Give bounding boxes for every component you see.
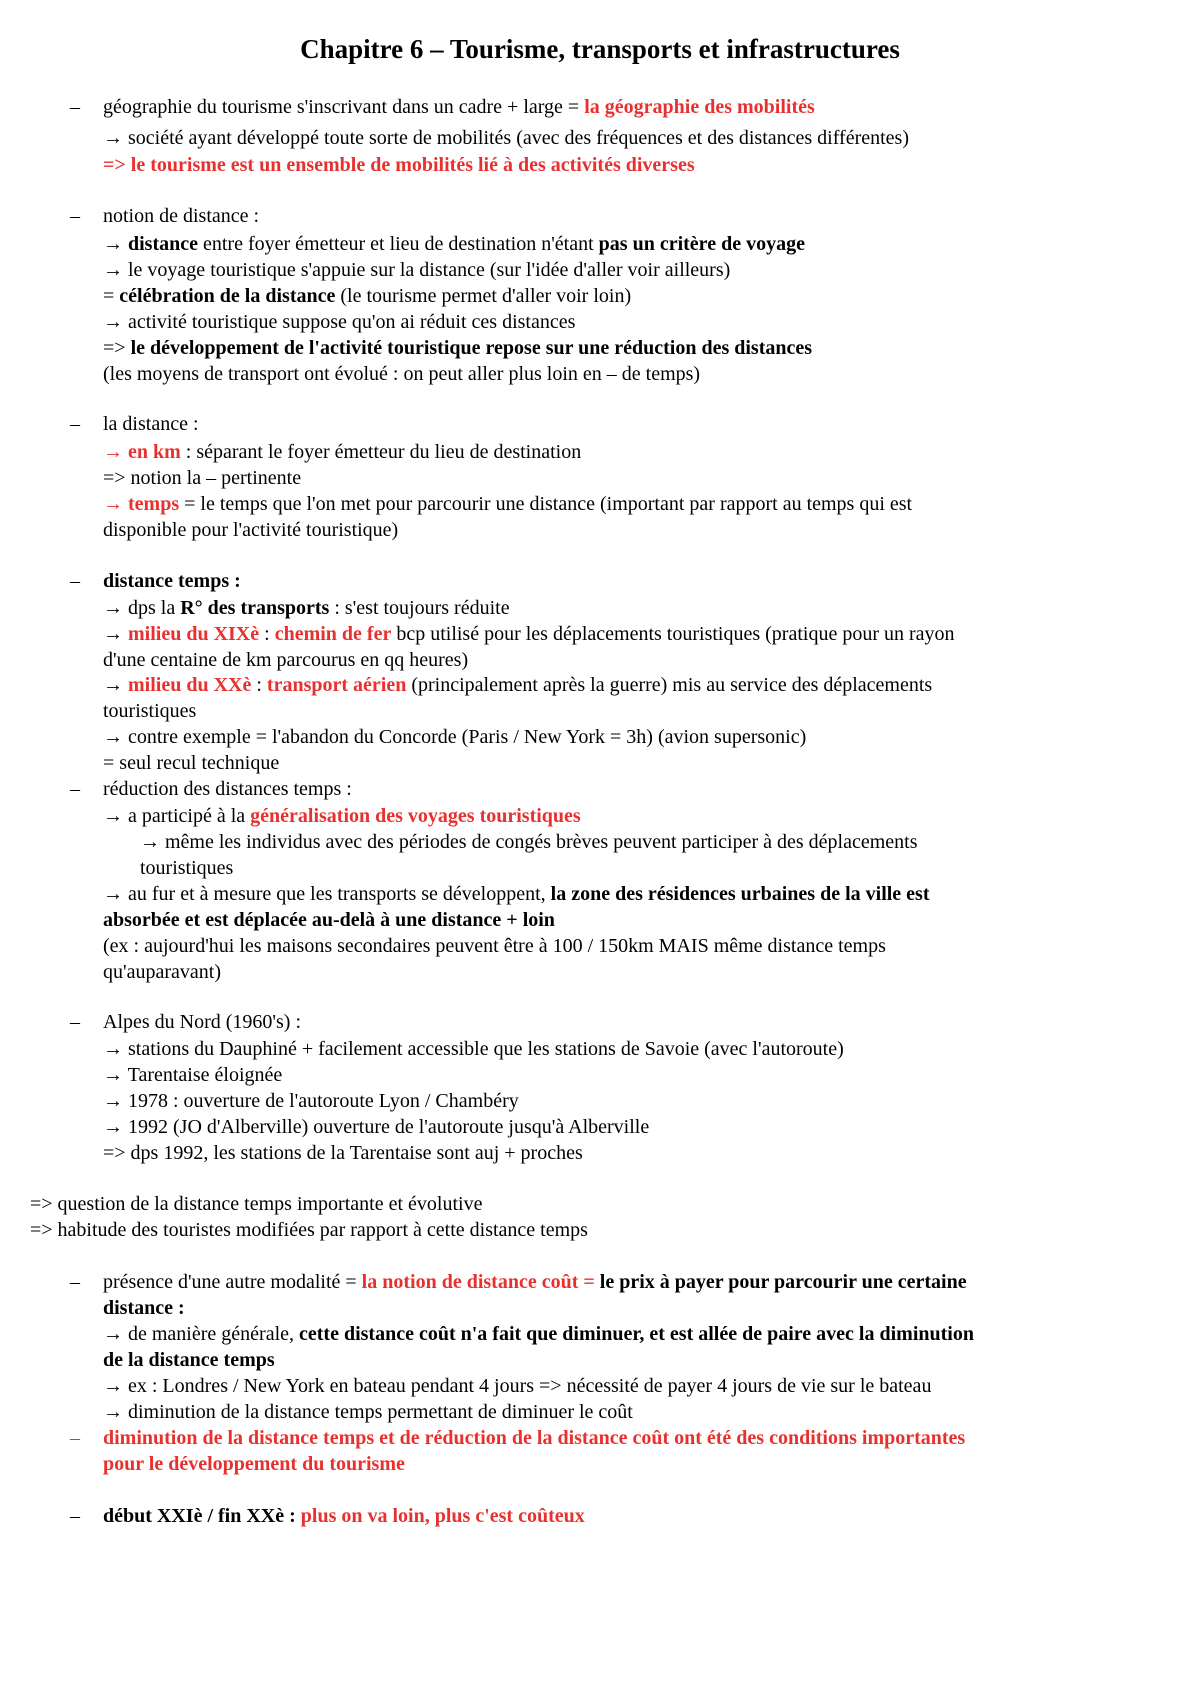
highlight-line: pour le développement du tourisme <box>103 1453 405 1475</box>
paragraph-line <box>103 439 581 465</box>
paragraph-line: qu'auparavant) <box>103 961 221 983</box>
paragraph-line: disponible pour l'activité touristique) <box>103 519 399 541</box>
conclusion-line: => question de la distance temps importante et évolutive <box>30 1193 483 1215</box>
page-title: Chapitre 6 – Tourisme, transports et infrastructures <box>300 34 900 64</box>
text-run: = <box>103 285 120 307</box>
paragraph-line: → ex : Londres / New York en bateau pendant 4 jours => nécessité de payer 4 jours de vie sur le bateau <box>103 1375 932 1397</box>
text-run: bcp utilisé pour les déplacements touristiques (pratique pour un rayon <box>391 623 955 645</box>
paragraph-line <box>103 231 805 257</box>
text-run: (le tourisme permet d'aller voir loin) <box>335 285 632 307</box>
bold-text: R° des transports <box>180 597 330 619</box>
highlight-text: généralisation des voyages touristiques <box>250 805 581 827</box>
text-run: → <box>103 233 128 255</box>
bold-text: le développement de l'activité touristique repose sur une réduction des distances <box>130 337 813 359</box>
bold-text: célébration de la distance <box>119 285 336 307</box>
paragraph-line <box>103 335 812 361</box>
text-run: géographie du tourisme s'inscrivant dans un cadre + large = <box>103 96 585 118</box>
paragraph-line <box>103 672 932 698</box>
bold-text: cette distance coût n'a fait que diminuer, et est allée de paire avec la diminution <box>299 1323 974 1345</box>
paragraph-line: → diminution de la distance temps permettant de diminuer le coût <box>103 1401 633 1423</box>
paragraph-line: réduction des distances temps : <box>103 778 352 800</box>
text-run: → de manière générale, <box>103 1323 300 1345</box>
bullet-dash: – <box>70 96 80 118</box>
text-run: → dps la <box>103 597 181 619</box>
paragraph-line: → même les individus avec des périodes de congés brèves peuvent participer à des déplacements <box>140 831 918 853</box>
highlight-text: chemin de fer <box>274 623 392 645</box>
text-run: : <box>251 674 267 696</box>
paragraph-line: = seul recul technique <box>103 752 280 774</box>
paragraph-line: → 1992 (JO d'Alberville) ouverture de l'autoroute jusqu'à Alberville <box>103 1116 650 1138</box>
paragraph-line: touristiques <box>140 857 234 879</box>
text-run: : s'est toujours réduite <box>329 597 510 619</box>
paragraph-line: notion de distance : <box>103 205 260 227</box>
text-run: entre foyer émetteur et lieu de destination n'étant <box>198 233 599 255</box>
text-run: → <box>103 674 128 696</box>
text-run: → au fur et à mesure que les transports se développent, <box>103 883 551 905</box>
bullet-dash: – <box>70 778 80 800</box>
text-run: → <box>103 623 128 645</box>
bullet-dash: – <box>70 1011 80 1033</box>
paragraph-line <box>103 595 510 621</box>
paragraph-line: Alpes du Nord (1960's) : <box>103 1011 302 1033</box>
bold-text: la zone des résidences urbaines de la ville est <box>550 883 930 905</box>
paragraph-line <box>103 94 815 120</box>
paragraph-line <box>103 283 631 309</box>
paragraph-line <box>103 621 955 647</box>
paragraph-line <box>103 1503 585 1529</box>
bullet-dash: – <box>70 1505 80 1527</box>
bullet-dash: – <box>70 1271 80 1293</box>
highlight-text: → temps <box>103 493 180 515</box>
highlight-text: → en km <box>103 441 181 463</box>
text-run: = le temps que l'on met pour parcourir une distance (important par rapport au temps qui est <box>179 493 913 515</box>
bold-line: distance : <box>103 1297 185 1319</box>
paragraph-line: d'une centaine de km parcourus en qq heures) <box>103 649 469 671</box>
bold-text: pas un critère de voyage <box>598 233 805 255</box>
bold-text: le prix à payer pour parcourir une certaine <box>599 1271 967 1293</box>
highlight-text: milieu du XIXè <box>128 623 260 645</box>
highlight-line: diminution de la distance temps et de réduction de la distance coût ont été des conditions importantes <box>103 1427 966 1449</box>
paragraph-line: => notion la – pertinente <box>103 467 302 489</box>
bullet-dash: – <box>70 570 80 592</box>
text-run: => <box>103 337 131 359</box>
paragraph-line: → le voyage touristique s'appuie sur la distance (sur l'idée d'aller voir ailleurs) <box>103 259 731 281</box>
paragraph-line: (les moyens de transport ont évolué : on peut aller plus loin en – de temps) <box>103 363 701 385</box>
text-run: : <box>259 623 275 645</box>
paragraph-line <box>103 1269 967 1295</box>
bold-line: absorbée et est déplacée au-delà à une distance + loin <box>103 909 555 931</box>
text-run: → a participé à la <box>103 805 251 827</box>
bullet-dash: – <box>70 205 80 227</box>
highlight-text: = <box>578 1271 600 1293</box>
paragraph-line: → 1978 : ouverture de l'autoroute Lyon / Chambéry <box>103 1090 519 1112</box>
conclusion-line: => habitude des touristes modifiées par rapport à cette distance temps <box>30 1219 588 1241</box>
paragraph-line: → stations du Dauphiné + facilement accessible que les stations de Savoie (avec l'autoroute) <box>103 1038 844 1060</box>
highlight-text: la géographie des mobilités <box>584 96 815 118</box>
text-run: : séparant le foyer émetteur du lieu de destination <box>180 441 582 463</box>
bullet-dash: – <box>70 1427 80 1449</box>
section-heading: distance temps : <box>103 570 241 592</box>
paragraph-line <box>103 491 912 517</box>
text-run: présence d'une autre modalité = <box>103 1271 362 1293</box>
paragraph-line: → activité touristique suppose qu'on ai réduit ces distances <box>103 311 576 333</box>
bold-text: début XXIè / fin XXè : <box>103 1505 301 1527</box>
bullet-dash: – <box>70 413 80 435</box>
highlight-text: plus on va loin, plus c'est coûteux <box>300 1505 585 1527</box>
paragraph-line <box>103 1321 974 1347</box>
bold-line: de la distance temps <box>103 1349 275 1371</box>
text-run: (principalement après la guerre) mis au service des déplacements <box>406 674 933 696</box>
paragraph-line: touristiques <box>103 700 197 722</box>
highlight-line: => le tourisme est un ensemble de mobilités lié à des activités diverses <box>103 154 695 176</box>
paragraph-line <box>103 881 930 907</box>
highlight-text: milieu du XXè <box>128 674 252 696</box>
bold-text: distance <box>128 233 198 255</box>
paragraph-line: (ex : aujourd'hui les maisons secondaires peuvent être à 100 / 150km MAIS même distance temps <box>103 935 886 957</box>
paragraph-line <box>103 803 581 829</box>
paragraph-line: → société ayant développé toute sorte de mobilités (avec des fréquences et des distances différentes) <box>103 127 909 149</box>
paragraph-line: → Tarentaise éloignée <box>103 1064 283 1086</box>
paragraph-line: => dps 1992, les stations de la Tarentaise sont auj + proches <box>103 1142 583 1164</box>
paragraph-line: → contre exemple = l'abandon du Concorde (Paris / New York = 3h) (avion supersonic) <box>103 726 807 748</box>
paragraph-line: la distance : <box>103 413 199 435</box>
highlight-text: la notion de distance coût <box>361 1271 579 1293</box>
highlight-text: transport aérien <box>266 674 407 696</box>
